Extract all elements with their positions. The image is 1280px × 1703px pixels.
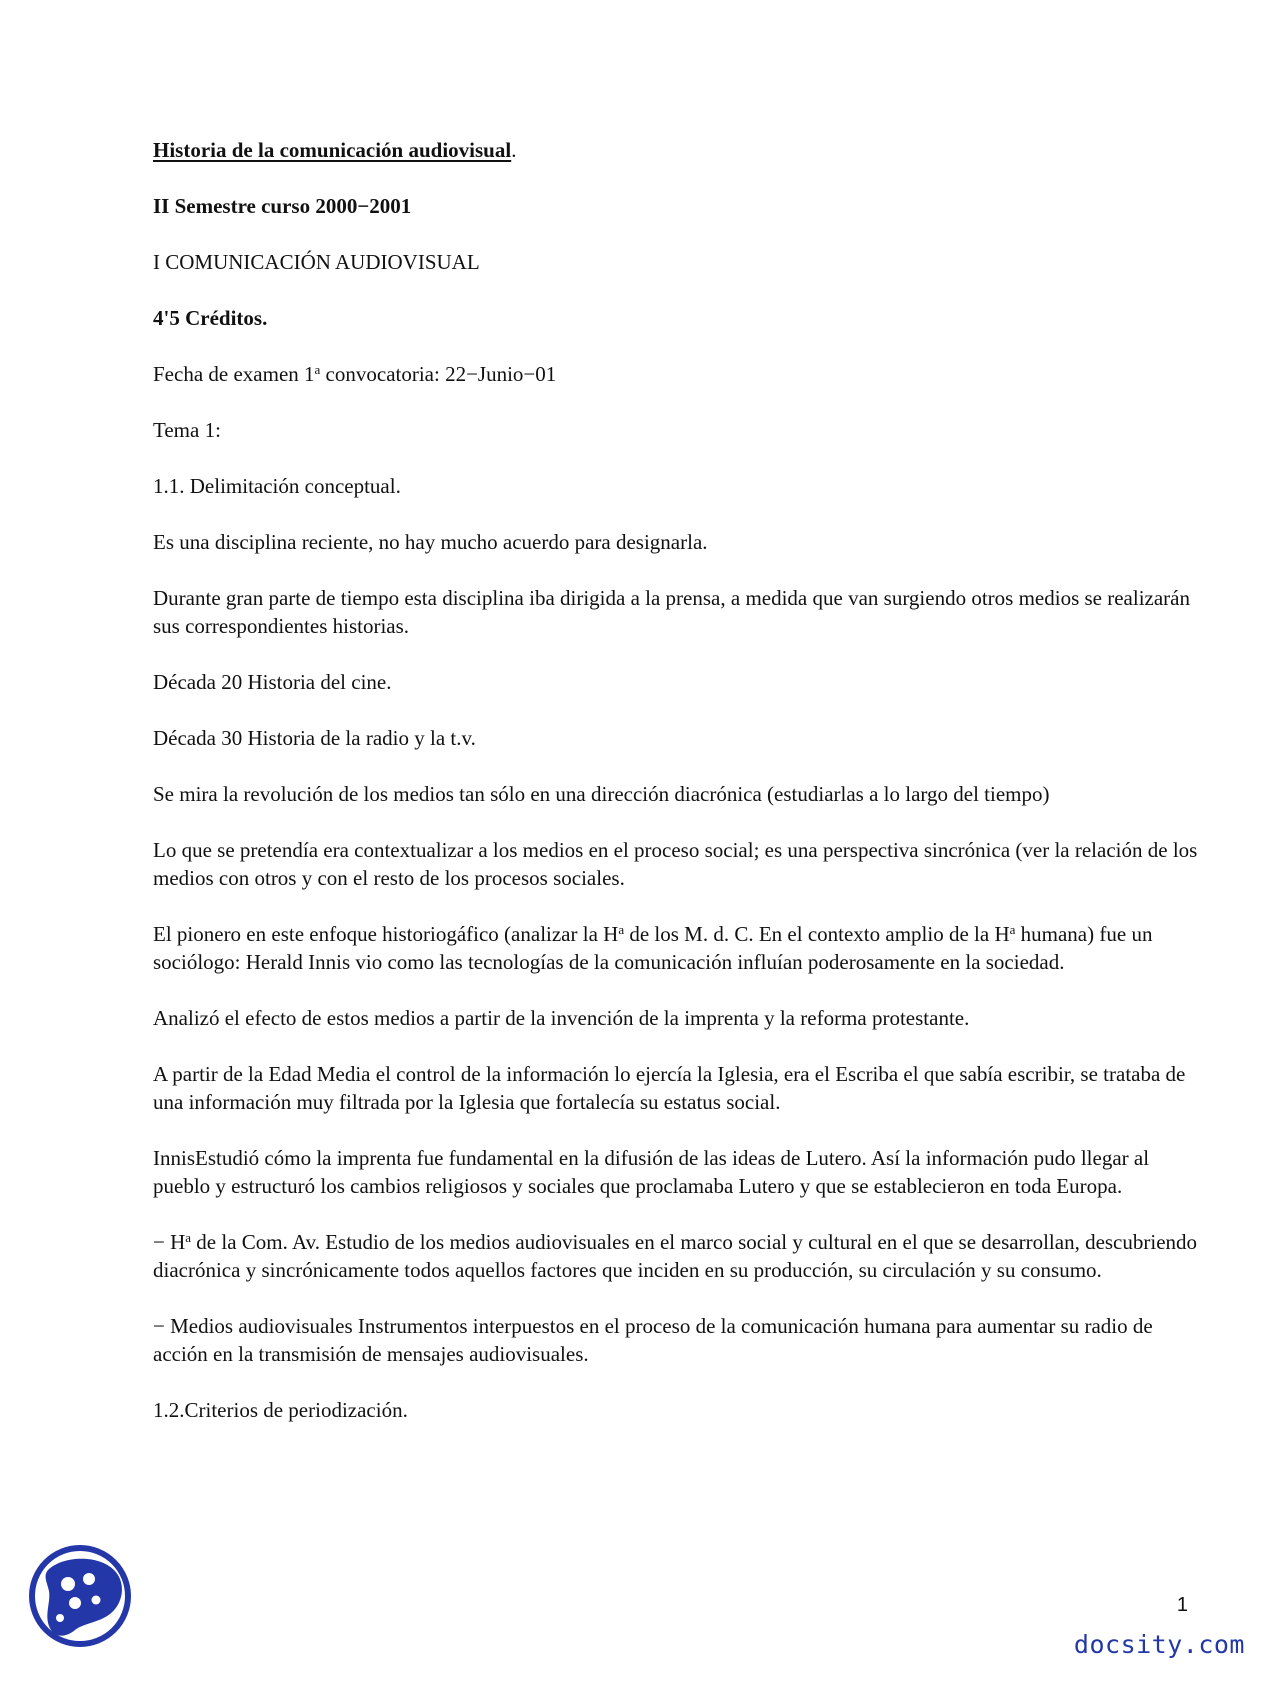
paragraph-6: Lo que se pretendía era contextualizar a los medios en el proceso social; es una perspectiva sincrónica (ver la relación de los medios con otros y con el resto de los procesos sociales. [153, 838, 1198, 890]
paragraph-11-part-b: de la Com. Av. Estudio de los medios audiovisuales en el marco social y cultural en el que se desarrollan, descubriendo diacrónica y sincrónicamente todos aquellos factores que inciden en su producción, su circulación y su consumo. [153, 1230, 1198, 1282]
docsity-logo-icon [26, 1542, 134, 1650]
paragraph-7-superscript-2: a [1009, 922, 1016, 937]
paragraph-5: Se mira la revolución de los medios tan sólo en una dirección diacrónica (estudiarlas a lo largo del tiempo) [153, 782, 1050, 806]
exam-date-suffix: convocatoria: 22−Junio−01 [320, 362, 557, 386]
section-heading-1-1: 1.1. Delimitación conceptual. [153, 474, 401, 498]
semester-line: II Semestre curso 2000−2001 [153, 194, 412, 218]
exam-date-superscript: a [314, 362, 321, 377]
paragraph-7-superscript-1: a [618, 922, 625, 937]
exam-date-prefix: Fecha de examen 1 [153, 362, 315, 386]
paragraph-8: Analizó el efecto de estos medios a partir de la invención de la imprenta y la reforma protestante. [153, 1006, 970, 1030]
paragraph-7-part-a: El pionero en este enfoque historiogáfico (analizar la H [153, 922, 619, 946]
section-heading-1-2: 1.2.Criterios de periodización. [153, 1398, 408, 1422]
paragraph-11 [153, 1228, 1203, 1284]
paragraph-7-part-c: humana) fue un sociólogo: Herald Innis vio como las tecnologías de la comunicación influían poderosamente en la sociedad. [153, 922, 1153, 974]
paragraph-3: Década 20 Historia del cine. [153, 670, 392, 694]
page-number: 1 [1176, 1594, 1188, 1616]
docsity-brand-text: docsity.com [1073, 1630, 1245, 1659]
paragraph-4: Década 30 Historia de la radio y la t.v. [153, 726, 476, 750]
paragraph-7 [153, 920, 1203, 976]
paragraph-11-superscript: a [185, 1230, 192, 1245]
topic-heading: Tema 1: [153, 418, 221, 442]
credits-line: 4'5 Créditos. [153, 306, 268, 330]
paragraph-9: A partir de la Edad Media el control de la información lo ejercía la Iglesia, era el Escriba el que sabía escribir, se trataba de una información muy filtrada por la Iglesia que fortalecía su estatus social. [153, 1062, 1186, 1114]
paragraph-7-part-b: de los M. d. C. En el contexto amplio de la H [624, 922, 1010, 946]
course-line: I COMUNICACIÓN AUDIOVISUAL [153, 250, 480, 274]
exam-date-line [153, 360, 1203, 388]
document-title: Historia de la comunicación audiovisual [153, 138, 512, 162]
paragraph-12: − Medios audiovisuales Instrumentos interpuestos en el proceso de la comunicación humana para aumentar su radio de acción en la transmisión de mensajes audiovisuales. [153, 1314, 1153, 1366]
paragraph-1: Es una disciplina reciente, no hay mucho acuerdo para designarla. [153, 530, 708, 554]
paragraph-10: InnisEstudió cómo la imprenta fue fundamental en la difusión de las ideas de Lutero. Así la información pudo llegar al pueblo y estructuró los cambios religiosos y sociales que proclamaba Lutero y que se establecieron en toda Europa. [153, 1146, 1150, 1198]
title-period: . [511, 138, 517, 162]
document-title-line [153, 136, 1203, 164]
paragraph-11-part-a: − H [153, 1230, 186, 1254]
document-content [153, 136, 1203, 1452]
paragraph-2: Durante gran parte de tiempo esta disciplina iba dirigida a la prensa, a medida que van surgiendo otros medios se realizarán sus correspondientes historias. [153, 586, 1190, 638]
